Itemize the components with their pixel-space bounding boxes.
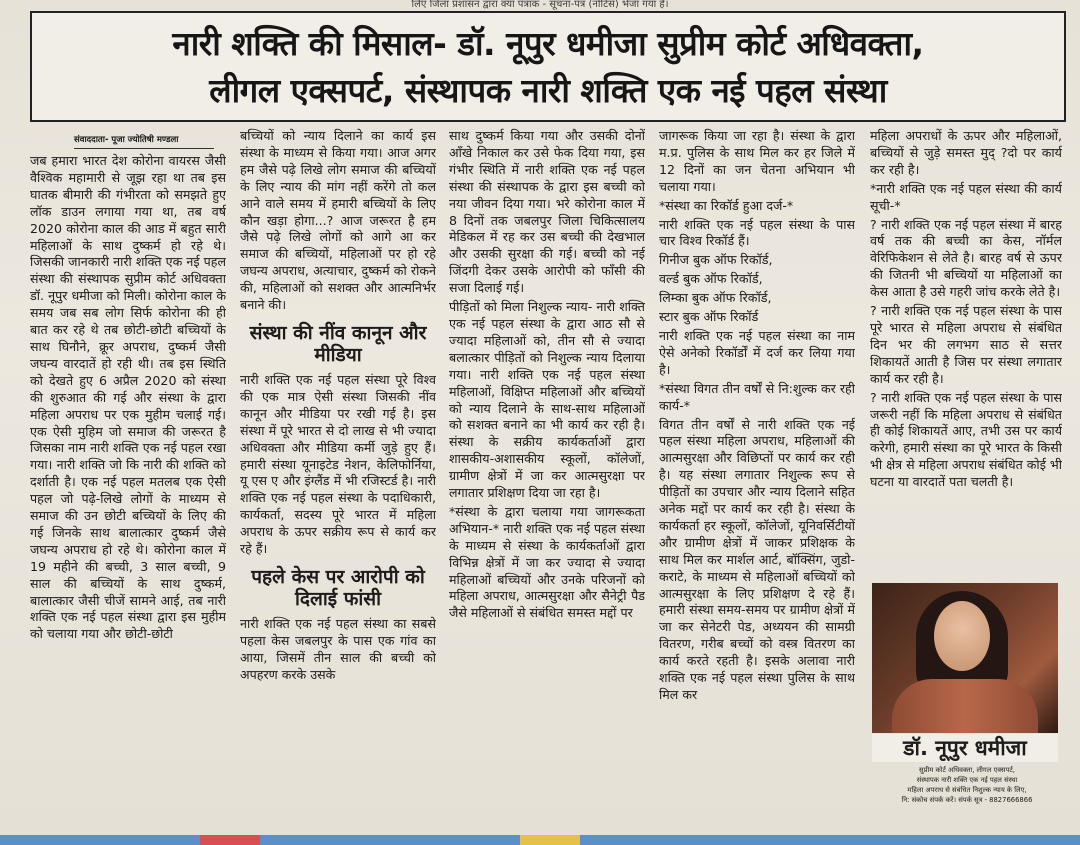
- subheading-foundation: संस्था की नींव कानून और मीडिया: [249, 321, 427, 366]
- bottom-color-bar: [520, 835, 580, 845]
- byline: संवाददाता- पूजा ज्योतिषी मण्डला: [74, 134, 214, 149]
- portrait-caption: [872, 765, 1062, 805]
- article-paragraph: *संस्था के द्वारा चलाया गया जागरूकता अभियान-* नारी शक्ति एक नई पहल संस्था के माध्यम से संस्था के कार्यकर्ताओं द्वारा विभिन्न क्षेत्रों में जा कर ज्यादा से ज्यादा महिलाओं बच्चियों और उनके परिजनों को महिला अपराध, आत्मसुरक्षा और सैनेट्री पैड जैसे महिलाओं से संबंधित समस्त मद्दों पर: [449, 503, 645, 621]
- bottom-color-bar: [0, 835, 200, 845]
- article-paragraph: साथ दुष्कर्म किया गया और उसकी दोनों आँखे निकाल कर उसे फेक दिया गया, इस गंभीर स्थिति में नारी शक्ति एक नई पहल संस्था की संस्थापक के द्वारा इस बच्ची को नया जीवन दिया गया। भरे कोरोना काल में 8 दिनों तक जबलपुर जिला चिकित्सालय मेडिकल में रह कर उस बच्ची की देखभाल और उसकी सुरक्षा की गई। बच्ची को नई जिंदगी देकर उसके आरोपी को फाँसी की सजा दिलाई गई।: [449, 128, 645, 296]
- portrait-saree: [892, 679, 1038, 733]
- record-item: लिम्का बुक ऑफ रिकॉर्ड,: [659, 290, 772, 306]
- article-paragraph: बच्चियों को न्याय दिलाने का कार्य इस संस्था के माध्यम से किया गया। आज अगर हम जैसे पढ़े लिखे लोग समाज की बच्चियों के लिए न्याय की मांग नहीं करेंगे तो कल आने वाले समय में हमारी बच्चियों के लिए कौन खड़ा होगा...? आज जरूरत है हम जैसे पढ़े लिखे लोगों को आगे आ कर समाज की बच्चियों, महिलाओं पर हो रहे जघन्य अपराध, अत्याचार, दुष्कर्म को रोकने की, महिलाओं को सशक्त और आत्मनिर्भर बनाने की।: [240, 128, 436, 313]
- subheading-first-case: पहले केस पर आरोपी को दिलाई फांसी: [251, 565, 425, 610]
- portrait-face: [934, 601, 990, 671]
- article-paragraph: नारी शक्ति एक नई पहल संस्था का नाम ऐसे अनेको रिकॉर्डों में दर्ज कर लिया गया है।: [659, 327, 855, 377]
- record-item: वर्ल्ड बुक ऑफ रिकॉर्ड,: [659, 271, 763, 287]
- work-list-heading: *नारी शक्ति एक नई पहल संस्था की कार्य सूची-*: [870, 180, 1062, 213]
- article-paragraph: महिला अपराधों के ऊपर और महिलाओं, बच्चियों से जुड़े समस्त मुद् ?दो पर कार्य कर रही है।: [870, 128, 1062, 177]
- article-paragraph: विगत तीन वर्षों से नारी शक्ति एक नई पहल संस्था महिला अपराध, महिलाओं की आत्मसुरक्षा और विछिप्तों पर कार्य कर रही है। यह संस्था लगातार निशुल्क रूप से पीड़ितों का उपचार और न्याय दिलाने सहित अनेक मद्दों पर कार्य कर रही है। संस्था के कार्यकर्ता हर स्कूलों, कॉलेजों, यूनिवर्सिटीयों और ग्रामीण क्षेत्रों में जाकर प्रशिक्षक के साथ मिल कर मार्शल आर्ट, बॉक्सिंग, जुडो-कराटे, के माध्यम से महिलाओं बच्चियों को आत्मसुरक्षा के लिए प्रशिक्षण दे रहे हैं। हमारी संस्था समय-समय पर ग्रामीण क्षेत्रों में जा कर सेनेटरी पेड, अध्ययन की सामग्री वितरण, गरीब बच्चों को वस्त्र वितरण का कार्य करते रहती है। इसके अलावा नारी शक्ति एक नई पहल संस्था पुलिस के साथ मिल कर: [659, 416, 855, 702]
- bottom-color-bar: [260, 835, 520, 845]
- bottom-color-bar: [200, 835, 260, 845]
- headline-line-1: नारी शक्ति की मिसाल- डॉ. नूपुर धमीजा सुप्रीम कोर्ट अधिवक्ता,: [172, 23, 924, 63]
- article-column-1: [30, 128, 226, 840]
- free-work-heading: *संस्था विगत तीन वर्षों से नि:शुल्क कर रही कार्य-*: [659, 380, 855, 413]
- article-column-2: [240, 128, 436, 840]
- top-strip-text: लिए जिला प्रशासन द्वारा क्या पत्रांक - सूचना-पत्र (नोटिस) भेजा गया है।: [411, 0, 669, 10]
- article-paragraph: नारी शक्ति एक नई पहल संस्था का सबसे पहला केस जबलपुर के पास एक गांव का आया, जिसमें तीन साल की बच्ची को अपहरण करके उसके: [240, 615, 436, 682]
- article-column-3: [449, 128, 645, 840]
- record-item: गिनीज बुक ऑफ रिकॉर्ड,: [659, 252, 773, 268]
- work-list-item: ? नारी शक्ति एक नई पहल संस्था में बारह वर्ष तक की बच्ची का केस, नॉर्मल वेरिफिकेशन से लेते है। बारह वर्ष से ऊपर की जितनी भी बच्चियों या महिलाओं का केस आता है उसे गहरी जांच करके लेते है।: [870, 216, 1062, 300]
- portrait-photo: [872, 583, 1058, 733]
- caption-line-2: संस्थापक नारी शक्ति एक नई पहल संस्था: [916, 776, 1018, 784]
- bottom-color-bar: [580, 835, 1080, 845]
- caption-line-3: महिला अपराध से संबंधित निशुल्क न्याय के लिए,: [907, 786, 1027, 794]
- work-list-item: ? नारी शक्ति एक नई पहल संस्था के पास पूरे भारत से महिला अपराध से संबंधित दिन भर की लगभग साठ से सत्तर शिकायतें आती है जिस पर संस्था लगातार कार्य कर रही है।: [870, 303, 1062, 386]
- headline-box: [30, 11, 1066, 122]
- caption-line-1: सुप्रीम कोर्ट अधिवक्ता, लीगल एक्सपर्ट,: [919, 766, 1015, 774]
- caption-line-4: नि: संकोच संपर्क करें। संपर्क सूत्र - 8827666866: [901, 796, 1033, 804]
- records-heading: *संस्था का रिकॉर्ड हुआ दर्ज-*: [659, 197, 794, 213]
- article-paragraph: पीड़ितों को मिला निशुल्क न्याय- नारी शक्ति एक नई पहल संस्था के द्वारा आठ सौ से ज्यादा महिलाओं को, तीन सौ से ज्यादा बलात्कार पीड़ितों को निशुल्क न्याय दिलाया गया। नारी शक्ति एक नई पहल संस्था महिलाओं, विक्षिप्त महिलाओं और बच्चियों को न्याय दिलाने के साथ-साथ महिलाओं को सशक्त बनाने का भी कार्य कर रही है। संस्था के सक्रीय कार्यकर्ताओं द्वारा शासकीय-अशासकीय स्कूलों, कॉलेजों, ग्रामीण क्षेत्रों में जा कर आत्मसुरक्षा पर लगातार प्रशिक्षण दिया जा रहा है।: [449, 299, 645, 501]
- article-column-5: [870, 128, 1062, 578]
- article-paragraph: जब हमारा भारत देश कोरोना वायरस जैसी वैश्विक महामारी से जूझ रहा था तब इस घातक बीमारी की गंभीरता को समझते हुए लॉक डाउन लगाया गया था, तब वर्ष 2020 कोरोना काल की आड में बहुत सारी महिलाओं के साथ दुष्कर्म हो रहे थे। जिसकी जानकारी नारी शक्ति एक नई पहल संस्था की संस्थापक सुप्रीम कोर्ट अधिवक्ता डॉ. नूपुर धमीजा को मिली। कोरोना काल के समय जब सब लोग सिर्फ कोरोना की ही बात कर रहे थे तब छोटी-छोटी बच्चियों के साथ घिनौने, क्रूर अपराध, दुष्कर्म जैसी जघन्य वारदातें हो रही थी। तब इस स्थिति को देखते हुए 6 अप्रैल 2020 को संस्था की शुरुआत की गई और संस्था के द्वारा महिला अपराध पर एक मुहीम चलाई गई। एक ऐसी मुहिम जो समाज की जरूरत है जिसका नाम नारी शक्ति एक नई पहल रखा गया। नारी शक्ति जो कि नारी की शक्ति को दर्शाती है। एक नई पहल मतलब एक ऐसी पहल जो पढ़े-लिखे लोगों के माध्यम से समाज की उन छोटी बच्चियों के लिए की गई जिनके साथ बालात्कार दुष्कर्म जैसे जघन्य अपराध हो रहे थे। कोरोना काल में 19 महीने की बच्ची, 3 साल बच्ची, 9 साल की बच्चियों के साथ दुष्कर्म, बालात्कार जैसी चीजें सामने आई, तब नारी शक्ति एक नई पहल संस्था द्वारा इस मुहीम को चलाया गया और छोटी-छोटी: [30, 153, 226, 642]
- record-item: स्टार बुक ऑफ रिकॉर्ड: [659, 309, 759, 325]
- article-paragraph: नारी शक्ति एक नई पहल संस्था पूरे विश्व की एक मात्र ऐसी संस्था जिसकी नींव कानून और मीडिया पर रखी गई है। इस संस्था में पूरे भारत से दो लाख से भी ज्यादा अधिवक्ता और मीडिया कर्मी जुड़े हुए हैं। हमारी संस्था यूनाइटेड नेशन, केलिफोर्निया, यू एस ए और इंग्लैंड में भी रजिस्टर्ड है। नारी शक्ति एक नई पहल संस्था के पदाधिकारी, कार्यकर्ता, सदस्य पूरे भारत में महिला अपराध के ऊपर सक्रीय रूप से कार्य कर रहे हैं।: [240, 371, 436, 557]
- article-column-4: [659, 128, 855, 840]
- portrait-name: डॉ. नूपुर धमीजा: [872, 734, 1058, 762]
- work-list-item: ? नारी शक्ति एक नई पहल संस्था के पास जरूरी नहीं कि महिला अपराध से संबंधित ही कोई शिकायतें आए, तभी उस पर कार्य करेगी, हमारी संस्था का पूरे भारत के किसी भी क्षेत्र से महिला अपराध संबंधित कोई भी घटना या वारदातें पता चलती है।: [870, 389, 1062, 490]
- article-paragraph: नारी शक्ति एक नई पहल संस्था के पास चार विश्व रिकॉर्ड हैं।: [659, 216, 855, 249]
- headline-line-2: लीगल एक्सपर्ट, संस्थापक नारी शक्ति एक नई पहल संस्था: [209, 70, 887, 110]
- article-paragraph: जागरूक किया जा रहा है। संस्था के द्वारा म.प्र. पुलिस के साथ मिल कर हर जिले में 12 दिनों का जन चेतना अभियान भी चलाया गया।: [659, 128, 855, 194]
